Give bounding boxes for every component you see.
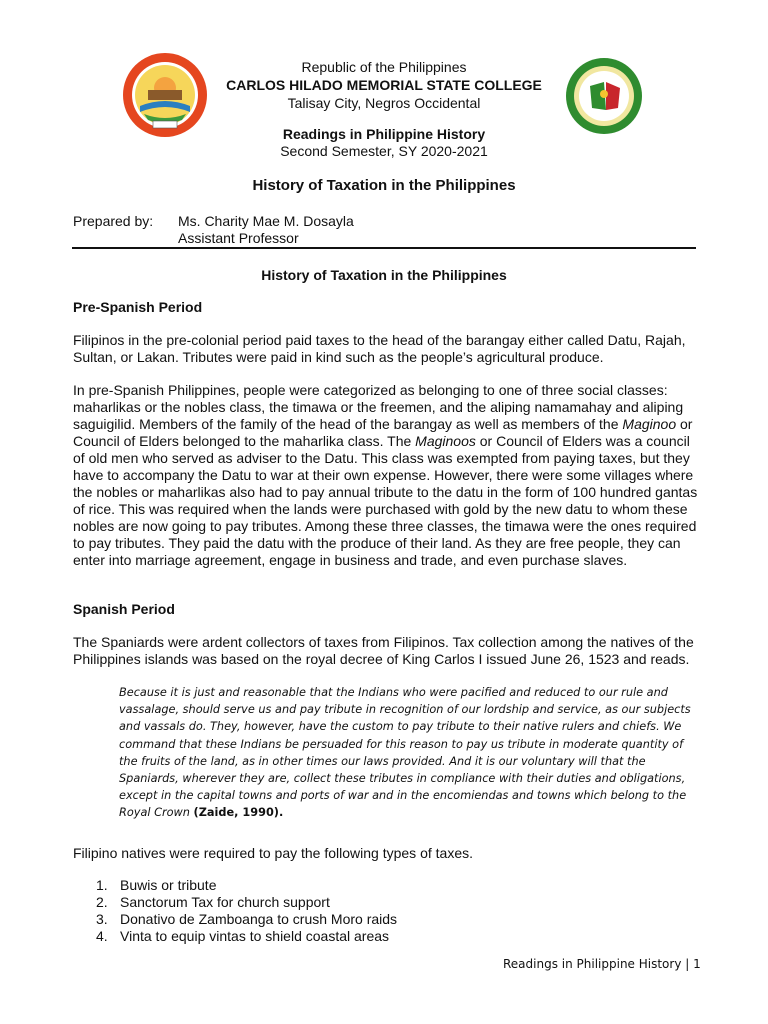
list-item (96, 928, 397, 945)
paragraph-text: The Spaniards were ardent collectors of taxes from Filipinos. Tax collection among the natives of the Philippines islands was based on the royal decree of King Carlos I issued June 26, 1523 and reads. (73, 634, 694, 667)
republic-line: Republic of the Philippines (301, 59, 467, 75)
course-name: Readings in Philippine History (282, 126, 486, 142)
author-name: Ms. Charity Mae M. Dosayla (178, 213, 354, 229)
quote-text: Because it is just and reasonable that the Indians who were pacified and reduced to our rule and vassalage, should serve us and pay tribute in recognition of our lordship and service, as our subjects and vassals do. They, however, have the custom to pay tribute to their native rulers and chiefs. We command that these Indians be persuaded for this reason to pay us tribute in moderate quantity of the fruits of the land, as in other times our laws provided. And it is our voluntary will that the Spaniards, wherever they are, collect these tributes in compliance with their duties and obligations, except in the capital towns and ports of war and in the encomiendas and towns which belong to the Royal Crown (119, 686, 691, 820)
royal-decree-quote (119, 684, 705, 822)
spanish-paragraph-1 (73, 634, 698, 668)
list-number: 1. (96, 877, 108, 893)
list-number: 4. (96, 928, 108, 944)
college-name: CARLOS HILADO MEMORIAL STATE COLLEGE (226, 77, 542, 93)
paragraph-text: Filipinos in the pre-colonial period paid taxes to the head of the barangay either called Datu, Rajah, Sultan, or Lakan. Tributes were paid in kind such as the people’s agricultural produce. (73, 332, 686, 365)
list-item (96, 877, 397, 894)
list-number: 2. (96, 894, 108, 910)
list-item (96, 894, 397, 911)
emphasis-maginoo: Maginoo (622, 416, 677, 432)
semester-line: Second Semester, SY 2020-2021 (280, 143, 488, 159)
prepared-by-label: Prepared by: (73, 213, 154, 229)
text-run: or Council of Elders was a council of old men who served as adviser to the Datu. This class was exempted from paying taxes, but they have to accompany the Datu to war at their own expense. However, there were some villages where the nobles or maharlikas also had to pay annual tribute to the datu in the form of 100 hundred gantas of rice. This was required when the lands were purchased with gold by the new datu to whom these nobles are now going to pay tributes. Among these three classes, the timawa were the ones required to pay tributes. They paid the datu with the produce of their land. As they are free people, they can enter into marriage agreement, engage in business and trade, and even purchase slaves. (73, 433, 698, 568)
college-location: Talisay City, Negros Occidental (287, 95, 481, 111)
pre-spanish-paragraph-1 (73, 332, 698, 366)
list-text: Vinta to equip vintas to shield coastal areas (120, 928, 390, 944)
course-block (0, 126, 768, 160)
emphasis-maginoos: Maginoos (415, 433, 476, 449)
text-run: In pre-Spanish Philippines, people were categorized as belonging to one of three social classes: maharlikas or the nobles class, the timawa or the freemen, and the aliping namamahay and aliping saguigilid. Members of the family of the head of the barangay as well as members of the (73, 382, 684, 432)
list-text: Sanctorum Tax for church support (120, 894, 330, 910)
author-position: Assistant Professor (178, 230, 299, 246)
page-footer: Readings in Philippine History | 1 (503, 957, 701, 971)
pre-spanish-heading: Pre-Spanish Period (73, 299, 203, 315)
quote-citation: (Zaide, 1990). (193, 806, 284, 820)
paragraph-text: Filipino natives were required to pay the following types of taxes. (73, 845, 473, 861)
spanish-heading: Spanish Period (73, 601, 175, 617)
spanish-paragraph-2 (73, 845, 698, 862)
pre-spanish-paragraph-2 (73, 382, 698, 569)
list-item (96, 911, 397, 928)
letterhead (0, 58, 768, 112)
paragraph-text (73, 382, 698, 569)
text-run: or Council of Elders belonged to the maharlika class. The (73, 416, 693, 449)
list-text: Buwis or tribute (120, 877, 217, 893)
section-title: History of Taxation in the Philippines (261, 267, 507, 283)
list-number: 3. (96, 911, 108, 927)
tax-types-list (96, 877, 397, 945)
document-title: History of Taxation in the Philippines (252, 177, 516, 194)
list-text: Donativo de Zamboanga to crush Moro raids (120, 911, 398, 927)
header-divider (72, 247, 696, 249)
